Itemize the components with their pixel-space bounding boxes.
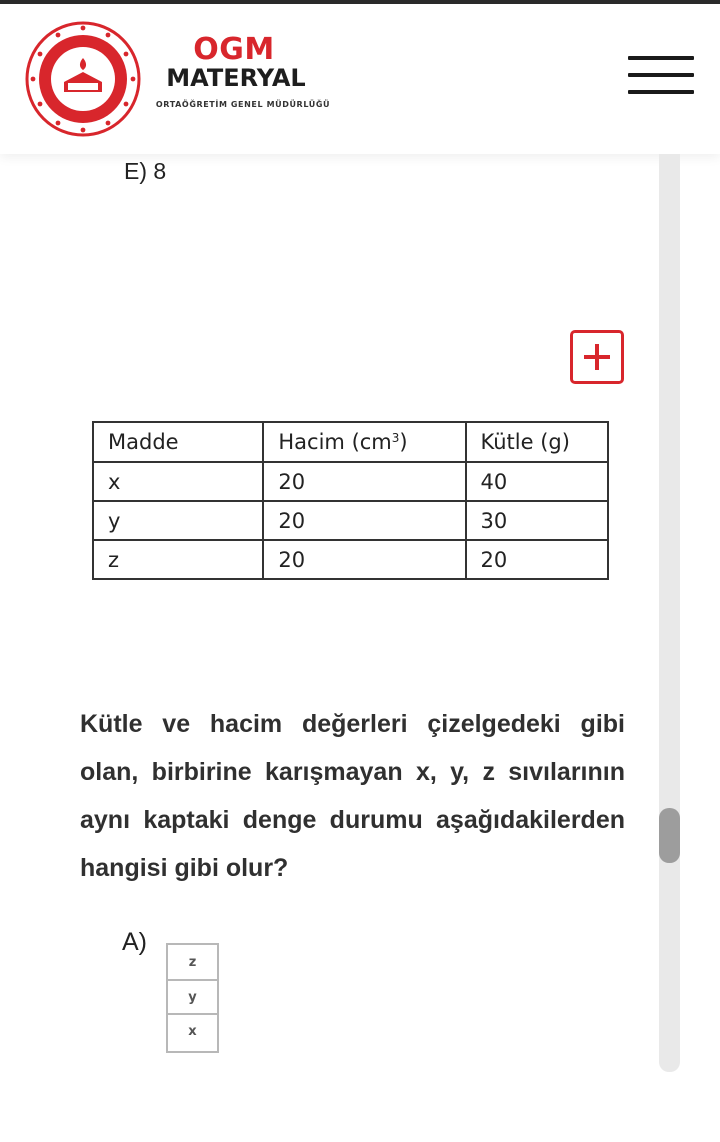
logo-title: OGM: [193, 32, 275, 67]
option-a-label[interactable]: A): [122, 928, 147, 956]
header-hacim-close: ): [399, 430, 408, 454]
logo-org-name: ORTAÖĞRETİM GENEL MÜDÜRLÜĞÜ: [155, 100, 331, 109]
cell-madde: x: [93, 462, 263, 501]
data-table: [92, 421, 609, 580]
table-row: [93, 501, 608, 540]
header-hacim-exponent: 3: [391, 431, 400, 445]
header-hacim-label: Hacim (cm: [278, 430, 392, 454]
cell-kutle: 40: [466, 462, 608, 501]
cell-madde: y: [93, 501, 263, 540]
hamburger-menu-icon[interactable]: [628, 56, 694, 94]
cell-madde: z: [93, 540, 263, 579]
previous-answer-option: E) 8: [124, 158, 167, 184]
cell-hacim: 20: [263, 462, 465, 501]
cell-kutle: 30: [466, 501, 608, 540]
cell-hacim: 20: [263, 501, 465, 540]
logo-subtitle: MATERYAL: [166, 64, 306, 92]
scrollbar-thumb[interactable]: [659, 808, 680, 863]
header-kutle: Kütle (g): [466, 422, 608, 462]
site-header: [0, 4, 720, 154]
cell-hacim: 20: [263, 540, 465, 579]
table-row: [93, 462, 608, 501]
question-text: Kütle ve hacim değerleri çizelgedeki gibi olan, birbirine karışmayan x, y, z sıvılarının aynı kaptaki denge durumu aşağıdakilerden hangisi gibi olur?: [80, 710, 625, 882]
liquid-layer: y: [168, 979, 217, 1013]
meb-seal-logo: [24, 20, 142, 138]
liquid-layer: x: [168, 1013, 217, 1047]
table-row: [93, 540, 608, 579]
menu-bar: [628, 73, 694, 77]
liquid-layer: z: [188, 954, 197, 970]
scrollbar-track[interactable]: [659, 154, 680, 1072]
table-header-row: [93, 422, 608, 462]
expand-plus-icon[interactable]: [570, 330, 624, 384]
option-a-container-figure[interactable]: [166, 943, 219, 1053]
header-madde: Madde: [93, 422, 263, 462]
header-hacim: [263, 422, 465, 462]
menu-bar: [628, 90, 694, 94]
cell-kutle: 20: [466, 540, 608, 579]
menu-bar: [628, 56, 694, 60]
